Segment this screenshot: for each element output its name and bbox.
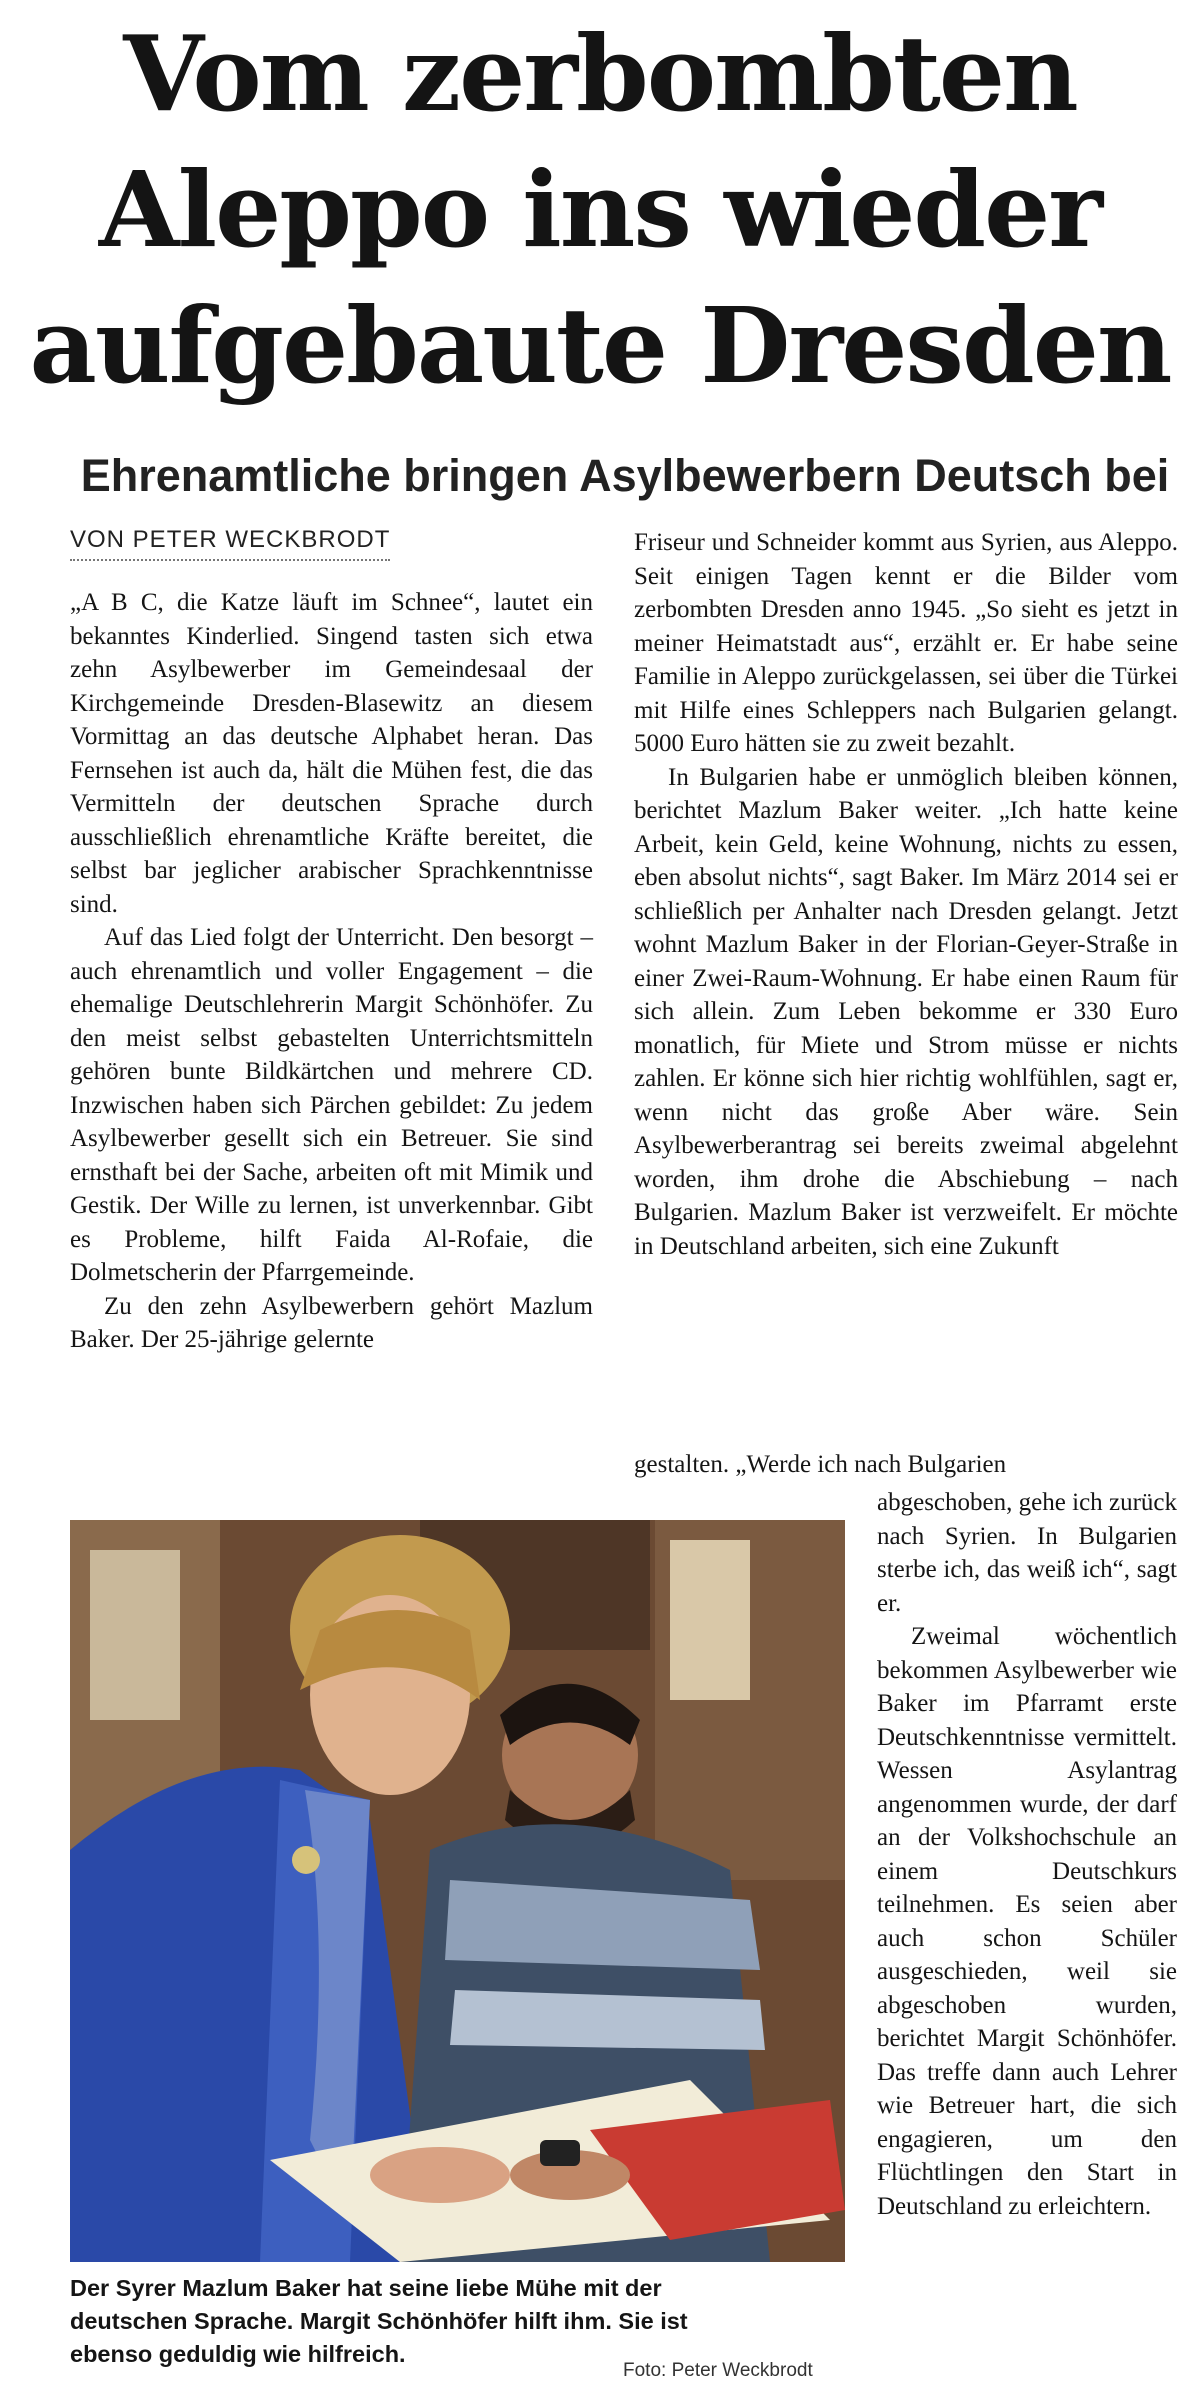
- photo-illustration: [70, 1520, 845, 2262]
- caption-line: Der Syrer Mazlum Baker hat seine liebe Mühe mit der: [70, 2275, 662, 2301]
- headline-line: aufgebaute Dresden: [29, 284, 1171, 407]
- photo-credit: Foto: Peter Weckbrodt: [623, 2360, 813, 2381]
- paragraph: „A B C, die Katze läuft im Schnee“, lautet ein bekanntes Kinderlied. Singend tasten sich etwa zehn Asylbewerber im Gemeindesaal der Kirchgemeinde Dresden-Blasewitz an diesem Vormittag an das deutsche Alphabet heran. Das Fernsehen ist auch da, hält die Mühen fest, die das Vermitteln der deutschen Sprache durch ausschließlich ehrenamtliche Kräfte bereitet, die selbst bar jeglicher arabischer Sprachkenntnisse sind.: [70, 589, 593, 918]
- headline: [0, 6, 1200, 414]
- article-photo: [70, 1520, 845, 2262]
- caption-line: deutschen Sprache. Margit Schönhöfer hilft ihm. Sie ist: [70, 2308, 688, 2334]
- photo-caption: [70, 2272, 845, 2371]
- headline-line: Vom zerbombten: [123, 12, 1077, 135]
- article-column-2: [634, 526, 1178, 1441]
- paragraph: Auf das Lied folgt der Unterricht. Den besorgt – auch ehrenamtlich und voller Engagement – die ehemalige Deutschlehrerin Margit Schönhöfer. Zu den meist selbst gebastelten Unterrichtsmitteln gehören bunte Bildkärtchen und mehrere CD. Inzwischen haben sich Pärchen gebildet: Zu jedem Asylbewerber gesellt sich ein Betreuer. Sie sind ernsthaft bei der Sache, arbeiten oft mit Mimik und Gestik. Der Wille zu lernen, ist unverkennbar. Gibt es Probleme, hilft Faida Al-Rofaie, die Dolmetscherin der Pfarrgemeinde.: [70, 924, 593, 1286]
- paragraph: Zweimal wöchentlich bekommen Asylbewerber wie Baker im Pfarramt erste Deutschkenntnisse vermittelt. Wessen Asylantrag angenommen wurde, der darf an der Volkshochschule an einem Deutschkurs teilnehmen. Es seien aber auch schon Schüler ausgeschieden, weil sie abgeschoben wurden, berichtet Margit Schönhöfer. Das treffe dann auch Lehrer wie Betreuer hart, die sich engagieren, um den Flüchtlingen den Start in Deutschland zu erleichtern.: [877, 1623, 1177, 2220]
- paragraph-fragment: gestalten. „Werde ich nach Bulgarien: [634, 1451, 1007, 1478]
- paragraph: Friseur und Schneider kommt aus Syrien, aus Aleppo. Seit einigen Tagen kennt er die Bilder vom zerbombten Dresden anno 1945. „So sieht es jetzt in meiner Heimatstadt aus“, erzählt er. Er habe seine Familie in Aleppo zurückgelassen, sei über die Türkei mit Hilfe eines Schleppers nach Bulgarien gelangt. 5000 Euro hätten sie zu zweit bezahlt.: [634, 529, 1178, 757]
- caption-line: ebenso geduldig wie hilfreich.: [70, 2341, 406, 2367]
- article-column-3: [877, 1486, 1177, 2392]
- subheadline: Ehrenamtliche bringen Asylbewerbern Deutsch bei: [80, 450, 1170, 501]
- headline-line: Aleppo ins wieder: [98, 148, 1102, 271]
- paragraph: In Bulgarien habe er unmöglich bleiben können, berichtet Mazlum Baker weiter. „Ich hatte keine Arbeit, kein Geld, keine Wohnung, nichts zu essen, eben absolut nichts“, sagt Baker. Im März 2014 sei er schließlich per Anhalter nach Dresden gelangt. Jetzt wohnt Mazlum Baker in der Florian-Geyer-Straße in einer Zwei-Raum-Wohnung. Er habe einen Raum für sich allein. Zum Leben bekomme er 330 Euro monatlich, für Miete und Strom müsse er nichts zahlen. Er könne sich hier richtig wohlfühlen, sagt er, wenn nicht das große Aber wäre. Sein Asylbewerberantrag sei bereits zweimal abgelehnt worden, ihm drohe die Abschiebung – nach Bulgarien. Mazlum Baker ist verzweifelt. Er möchte in Deutschland arbeiten, sich eine Zukunft: [634, 763, 1178, 1260]
- article-column-1: [70, 586, 593, 1486]
- paragraph: Zu den zehn Asylbewerbern gehört Mazlum Baker. Der 25-jährige gelernte: [70, 1292, 593, 1353]
- byline: VON PETER WECKBRODT: [70, 526, 390, 561]
- paragraph-fragment: abgeschoben, gehe ich zurück nach Syrien. In Bulgarien sterbe ich, das weiß ich“, sagt er.: [877, 1489, 1177, 1617]
